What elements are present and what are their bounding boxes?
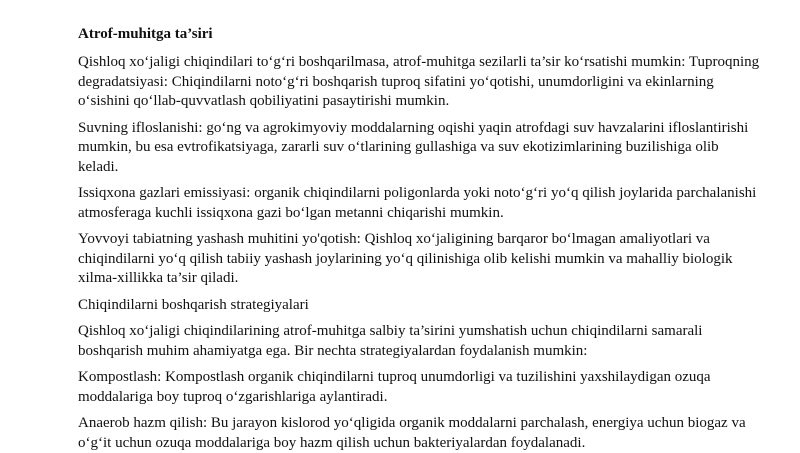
paragraph-habitat-loss: Yovvoyi tabiatning yashash muhitini yo'qotish: Qishloq xo‘jaligining barqaror bo‘lmagan amaliyotlari va chiqindilarni yo‘q qilish tabiiy yashash joylarining yo‘q qilinishiga olib kelishi mumkin va mahalliy biologik xilma-xillikka ta’sir qiladi. [78,231,733,286]
subheading-strategies: Chiqindilarni boshqarish strategiyalari [78,296,309,313]
paragraph-strategies-intro: Qishloq xo‘jaligi chiqindilarining atrof-muhitga salbiy ta’sirini yumshatish uchun chiqindilarni samarali boshqarish muhim ahamiyatga ega. Bir nechta strategiyalardan foydalanish mumkin: [78,323,703,359]
paragraph-composting: Kompostlash: Kompostlash organik chiqindilarni tuproq unumdorligi va tuzilishini yaxshilaydigan ozuqa moddalariga boy tuproq o‘zgarishlariga aylantiradi. [78,369,711,405]
paragraph-intro: Qishloq xo‘jaligi chiqindilari to‘g‘ri boshqarilmasa, atrof-muhitga sezilarli ta’sir ko‘rsatishi mumkin: Tuproqning degradatsiyasi: Chiqindilarni noto‘g‘ri boshqarish tuproq sifatini yo‘qotishi, unumdorligini va ekinlarning o‘sishini qo‘llab-quvvatlash qobiliyatini pasaytirishi mumkin. [78,54,760,109]
section-heading: Atrof-muhitga ta’siri [78,26,213,42]
paragraph-water-pollution: Suvning ifloslanishi: go‘ng va agrokimyoviy moddalarning oqishi yaqin atrofdagi suv havzalarini ifloslantirishi mumkin, bu esa evtrofikatsiyaga, zararli suv o‘tlarining gullashiga va suv ekotizimlarining buzilishiga olib keladi. [78,119,749,175]
paragraph-anaerobic-digestion: Anaerob hazm qilish: Bu jarayon kislorod yo‘qligida organik moddalarni parchalash, energiya uchun biogaz va o‘g‘it uchun ozuqa moddalariga boy hazm qilish uchun bakteriyalardan foydalanadi. [78,415,746,451]
paragraph-greenhouse-gases: Issiqxona gazlari emissiyasi: organik chiqindilarni poligonlarda yoki noto‘g‘ri yo‘q qilish joylarida parchalanishi atmosferaga kuchli issiqxona gazi bo‘lgan metanni chiqarishi mumkin. [78,185,757,221]
